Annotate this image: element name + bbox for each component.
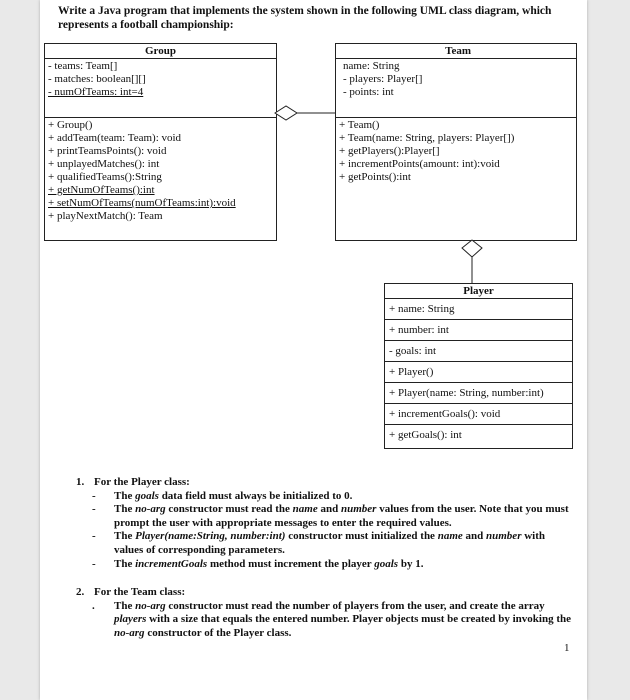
instructions-list <box>76 476 576 641</box>
item-title: For the Player class: <box>94 476 190 488</box>
bullet: . The no-arg constructor must read the number of players from the user, and create the array players with a size that equals the entered number. Player objects must be created by invoking the no-arg constructor of the Player class. <box>92 599 571 639</box>
bullet: - The goals data field must always be initialized to 0. <box>92 489 353 502</box>
group-method-static: + getNumOfTeams():int <box>48 184 155 196</box>
group-method: + playNextMatch(): Team <box>48 210 163 222</box>
group-attr-teams: - teams: Team[] <box>48 60 118 72</box>
team-method: + Team(name: String, players: Player[]) <box>339 132 515 144</box>
aggregation-diamond-icon <box>275 106 297 120</box>
player-attr: + number: int <box>385 319 572 340</box>
bullet: - The incrementGoals method must increment the player goals by 1. <box>92 557 424 570</box>
item-number: 1. <box>76 476 85 488</box>
bullet: - The Player(name:String, number:int) constructor must initialized the name and number with values of corresponding parameters. <box>92 530 546 556</box>
instruction-item-team <box>76 586 576 640</box>
player-attr: - goals: int <box>385 340 572 361</box>
group-method-static: + setNumOfTeams(numOfTeams:int):void <box>48 197 236 209</box>
group-method: + unplayedMatches(): int <box>48 158 160 170</box>
player-method: + Player() <box>385 361 572 382</box>
group-method: + Group() <box>48 119 93 131</box>
group-method: + printTeamsPoints(): void <box>48 145 167 157</box>
team-attr: - players: Player[] <box>343 73 423 85</box>
aggregation-diamond-icon <box>462 240 482 257</box>
team-class-name: Team <box>336 44 576 59</box>
player-method: + incrementGoals(): void <box>385 403 572 424</box>
page-number: 1 <box>564 642 570 654</box>
player-method: + getGoals(): int <box>385 424 572 445</box>
player-class-name: Player <box>385 284 572 299</box>
team-attr: - points: int <box>343 86 394 98</box>
group-method: + addTeam(team: Team): void <box>48 132 182 144</box>
team-method: + Team() <box>339 119 380 131</box>
team-attr: name: String <box>343 60 400 72</box>
bullet: - The no-arg constructor must read the name and number values from the user. Note that you must prompt the user with appropriate messages to enter the required values. <box>92 503 569 529</box>
team-method: + incrementPoints(amount: int):void <box>339 158 500 170</box>
group-method: + qualifiedTeams():String <box>48 171 162 183</box>
team-method: + getPoints():int <box>339 171 411 183</box>
team-method: + getPlayers():Player[] <box>339 145 440 157</box>
instruction-item-player <box>76 476 576 571</box>
group-attr-matches: - matches: boolean[][] <box>48 73 146 85</box>
item-number: 2. <box>76 586 85 599</box>
assignment-heading: Write a Java program that implements the system shown in the following UML class diagram, which represents a football championship: <box>58 5 552 31</box>
group-attr-numofteams: - numOfTeams: int=4 <box>48 86 144 98</box>
group-class-name: Group <box>45 44 276 59</box>
player-attr: + name: String <box>389 303 455 315</box>
player-method: + Player(name: String, number:int) <box>385 382 572 403</box>
item-title: For the Team class: <box>94 586 186 599</box>
